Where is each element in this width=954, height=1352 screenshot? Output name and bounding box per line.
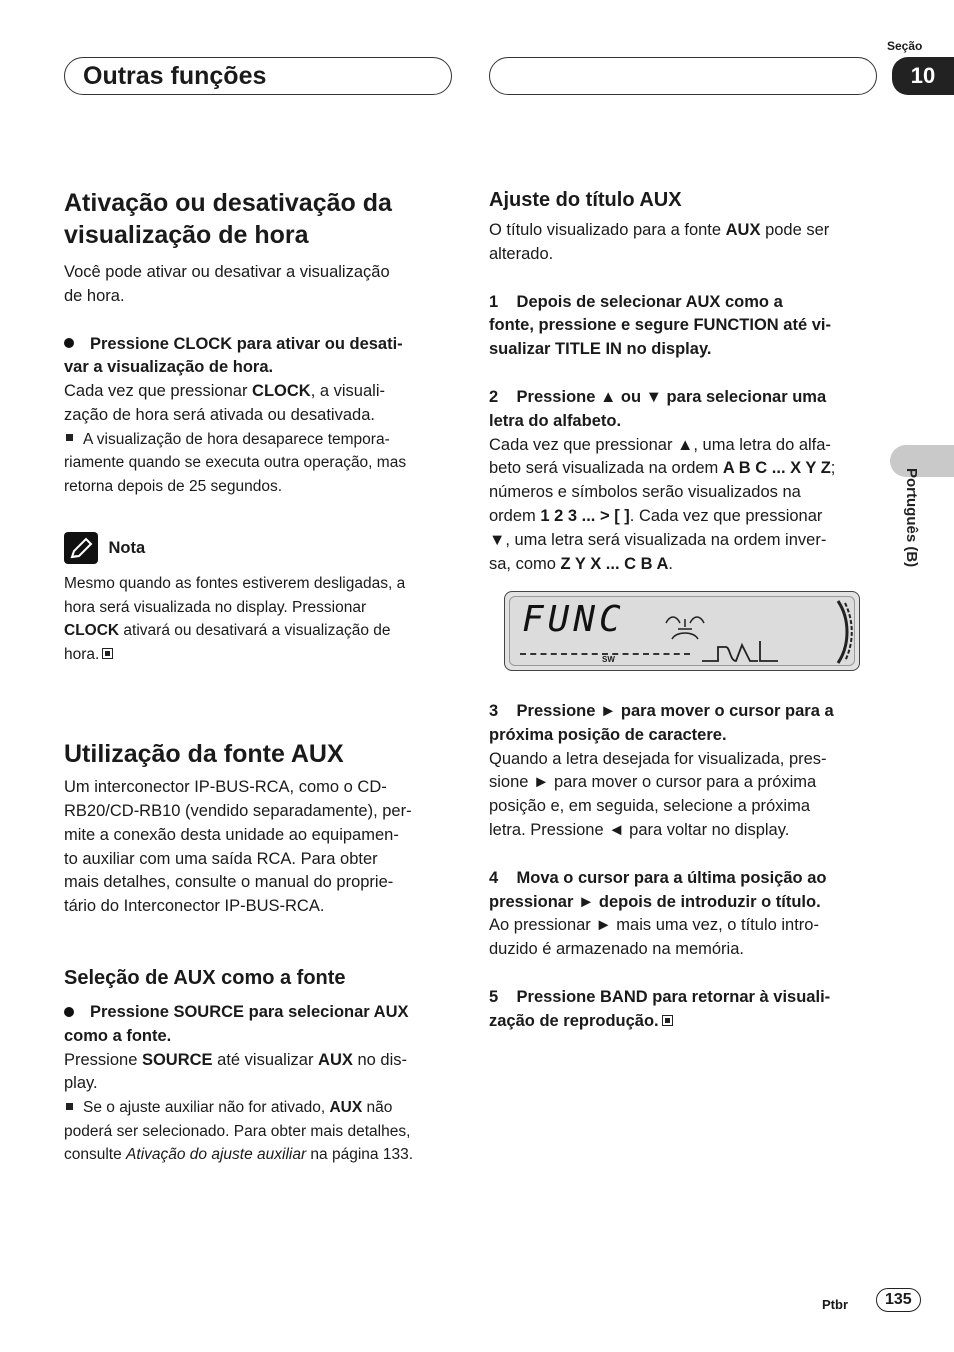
right-column-lower <box>489 700 879 1034</box>
step-2: 2 Pressione ▲ ou ▼ para selecionar uma letra do alfabeto. <box>489 387 827 430</box>
section-title-aux: Utilização da fonte AUX <box>64 740 344 769</box>
lcd-text: FUNC <box>522 599 625 640</box>
left-column <box>64 187 454 1167</box>
step-3-body: Quando a letra desejada for visualizada, pres- sione ► para mover o cursor para a próxima posição e, em seguida, selecione a próxima letra. Pressione ◄ para voltar no display. <box>489 749 827 839</box>
clock-bullet: Pressione CLOCK para ativar ou desati- var a visualização de hora. <box>64 334 403 377</box>
subsection-title-aux-source: Seleção de AUX como a fonte <box>64 967 346 990</box>
bullet-icon <box>64 338 74 348</box>
language-side-tab <box>890 445 954 477</box>
step-1: 1 Depois de selecionar AUX como a fonte, pressione e segure FUNCTION até vi- sualizar TITLE IN no display. <box>489 292 831 359</box>
square-bullet-icon <box>66 1103 73 1110</box>
lcd-level-meter-icon <box>832 599 856 665</box>
aux-source-body: Pressione SOURCE até visualizar AUX no dis- play. <box>64 1050 407 1093</box>
step-4-body: Ao pressionar ► mais uma vez, o título intro- duzido é armazenado na memória. <box>489 916 819 959</box>
clock-intro: Você pode ativar ou desativar a visualização de hora. <box>64 263 390 305</box>
lcd-waveform-icon <box>700 637 780 667</box>
section-label: Seção <box>887 39 923 53</box>
aux-intro: Um interconector IP-BUS-RCA, como o CD- RB20/CD-RB10 (vendido separadamente), per- mite a conexão desta unidade ao equipamen- to auxiliar com uma saída RCA. Para obter mais detalhes, consulte o manual do proprie- tário do Interconector IP-BUS-RCA. <box>64 778 412 916</box>
footer-language: Ptbr <box>822 1297 848 1312</box>
end-mark-icon <box>662 1015 673 1026</box>
aux-title-intro: O título visualizado para a fonte AUX pode ser alterado. <box>489 221 830 263</box>
step-2-body: Cada vez que pressionar ▲, uma letra do alfa- beto será visualizada na ordem A B C ... X Y Z; números e símbolos serão visualizados na ordem 1 2 3 ... > [ ]. Cada vez que pressionar ▼, uma letra será visualizada na ordem inver- sa, como Z Y X ... C B A. <box>489 435 836 573</box>
step-3: 3 Pressione ► para mover o cursor para a próxima posição de caractere. <box>489 702 834 744</box>
header-right-pill <box>489 57 877 95</box>
aux-source-note: Se o ajuste auxiliar não for ativado, AUX não poderá ser selecionado. Para obter mais detalhes, consulte Ativação do ajuste auxiliar na página 133. <box>64 1099 413 1164</box>
section-title-clock: Ativação ou desativação da visualização de hora <box>64 189 392 249</box>
section-title-aux-title: Ajuste do título AUX <box>489 189 682 211</box>
bullet-icon <box>64 1007 74 1017</box>
aux-source-bullet: Pressione SOURCE para selecionar AUX como a fonte. <box>64 1003 409 1045</box>
clock-body: Cada vez que pressionar CLOCK, a visuali- zação de hora será ativada ou desativada. <box>64 382 385 424</box>
lcd-sw-label: SW <box>602 655 615 664</box>
end-mark-icon <box>102 648 113 659</box>
lcd-display-illustration <box>504 591 860 671</box>
clock-note: A visualização de hora desaparece tempora- riamente quando se executa outra operação, mas retorna depois de 25 segundos. <box>64 430 407 495</box>
page-number: 135 <box>876 1288 921 1312</box>
right-column <box>489 187 879 576</box>
step-5: 5 Pressione BAND para retornar à visuali- zação de reprodução. <box>489 987 831 1030</box>
nota-label: Nota <box>108 538 146 557</box>
language-side-label: Português (B) <box>903 468 920 568</box>
nota-heading <box>64 532 454 566</box>
chapter-title: Outras funções <box>83 62 267 90</box>
note-pencil-icon <box>64 532 98 564</box>
nota-text: Mesmo quando as fontes estiverem desligadas, a hora será visualizada no display. Pressionar CLOCK ativará ou desativará a visualização de hora. <box>64 575 406 663</box>
header-title-pill <box>64 57 452 95</box>
section-number-badge: 10 <box>892 57 954 95</box>
step-4: 4 Mova o cursor para a última posição ao pressionar ► depois de introduzir o título. <box>489 868 827 911</box>
square-bullet-icon <box>66 434 73 441</box>
